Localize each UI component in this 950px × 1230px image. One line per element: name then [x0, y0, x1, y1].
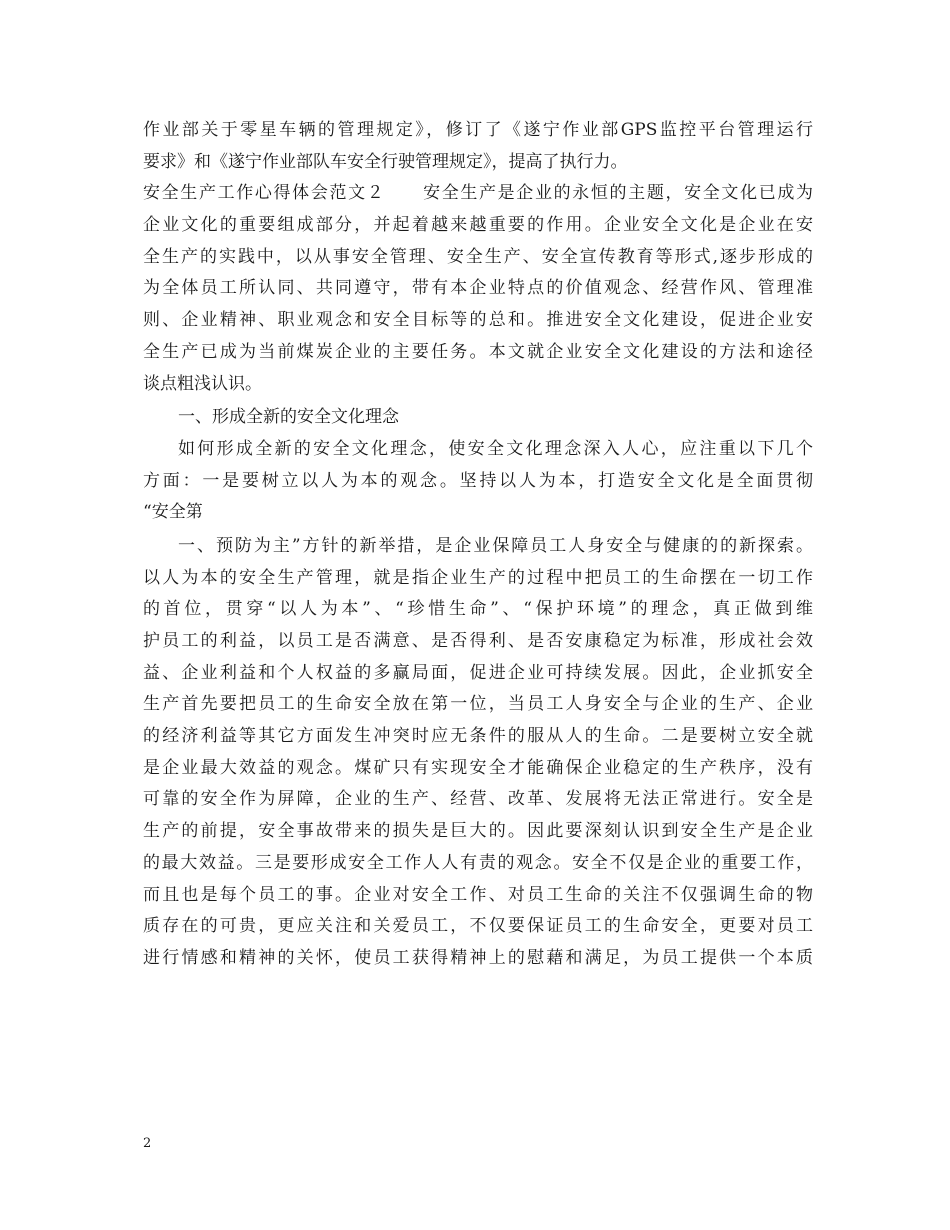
text-line-with-heading	[143, 178, 813, 210]
text-fragment: 安全生产是企业的永恒的主题，安全文化已成为	[421, 183, 814, 204]
section-heading: 安全生产工作心得体会范文２	[143, 183, 386, 204]
document-page	[143, 115, 813, 975]
text-line: 为全体员工所认同、共同遵守，带有本企业特点的价值观念、经营作风、管理准	[143, 278, 813, 299]
text-line: 则、企业精神、职业观念和安全目标等的总和。推进安全文化建设，促进企业安	[143, 310, 813, 331]
text-line: “安全第	[143, 502, 203, 523]
text-line: 要求》和《遂宁作业部队车安全行驶管理规定》，提高了执行力。	[143, 151, 628, 172]
text-line: 全生产的实践中，以从事安全管理、安全生产、安全宣传教育等形式,逐步形成的	[143, 246, 813, 267]
text-line: 的经济利益等其它方面发生冲突时应无条件的服从人的生命。二是要树立安全就	[143, 726, 813, 747]
text-line: 是企业最大效益的观念。煤矿只有实现安全才能确保企业稳定的生产秩序，没有	[143, 757, 813, 778]
text-line: 益、企业利益和个人权益的多赢局面，促进企业可持续发展。因此，企业抓安全	[143, 662, 813, 683]
text-line: 的首位，贯穿“以人为本”、“珍惜生命”、“保护环境”的理念，真正做到维	[143, 599, 813, 620]
text-line: 方面：一是要树立以人为本的观念。坚持以人为本，打造安全文化是全面贯彻	[143, 470, 813, 491]
text-line: 作业部关于零星车辆的管理规定》，修订了《遂宁作业部GPS监控平台管理运行	[143, 120, 813, 140]
text-line: 谈点粗浅认识。	[143, 373, 262, 394]
text-line: 质存在的可贵，更应关注和关爱员工，不仅要保证员工的生命安全，更要对员工	[143, 916, 813, 937]
text-line: 以人为本的安全生产管理，就是指企业生产的过程中把员工的生命摆在一切工作	[143, 567, 813, 588]
text-line: 企业文化的重要组成部分，并起着越来越重要的作用。企业安全文化是企业在安	[143, 215, 813, 236]
text-line: 进行情感和精神的关怀，使员工获得精神上的慰藉和满足，为员工提供一个本质	[143, 947, 813, 968]
text-line: 的最大效益。三是要形成安全工作人人有责的观念。安全不仅是企业的重要工作，	[143, 852, 813, 873]
subheading: 一、形成全新的安全文化理念	[178, 407, 399, 428]
text-line: 生产首先要把员工的生命安全放在第一位，当员工人身安全与企业的生产、企业	[143, 694, 813, 715]
text-line: 而且也是每个员工的事。企业对安全工作、对员工生命的关注不仅强调生命的物	[143, 884, 813, 905]
text-line: 全生产已成为当前煤炭企业的主要任务。本文就企业安全文化建设的方法和途径	[143, 341, 813, 362]
text-line: 生产的前提，安全事故带来的损失是巨大的。因此要深刻认识到安全生产是企业	[143, 821, 813, 842]
text-line: 护员工的利益，以员工是否满意、是否得利、是否安康稳定为标准，形成社会效	[143, 631, 813, 651]
text-line: 可靠的安全作为屏障，企业的生产、经营、改革、发展将无法正常进行。安全是	[143, 789, 813, 810]
text-line: 一、预防为主”方针的新举措，是企业保障员工人身安全与健康的的新探索。	[178, 535, 813, 556]
text-line: 如何形成全新的安全文化理念，使安全文化理念深入人心，应注重以下几个	[178, 438, 813, 459]
page-number: 2	[143, 1136, 152, 1151]
